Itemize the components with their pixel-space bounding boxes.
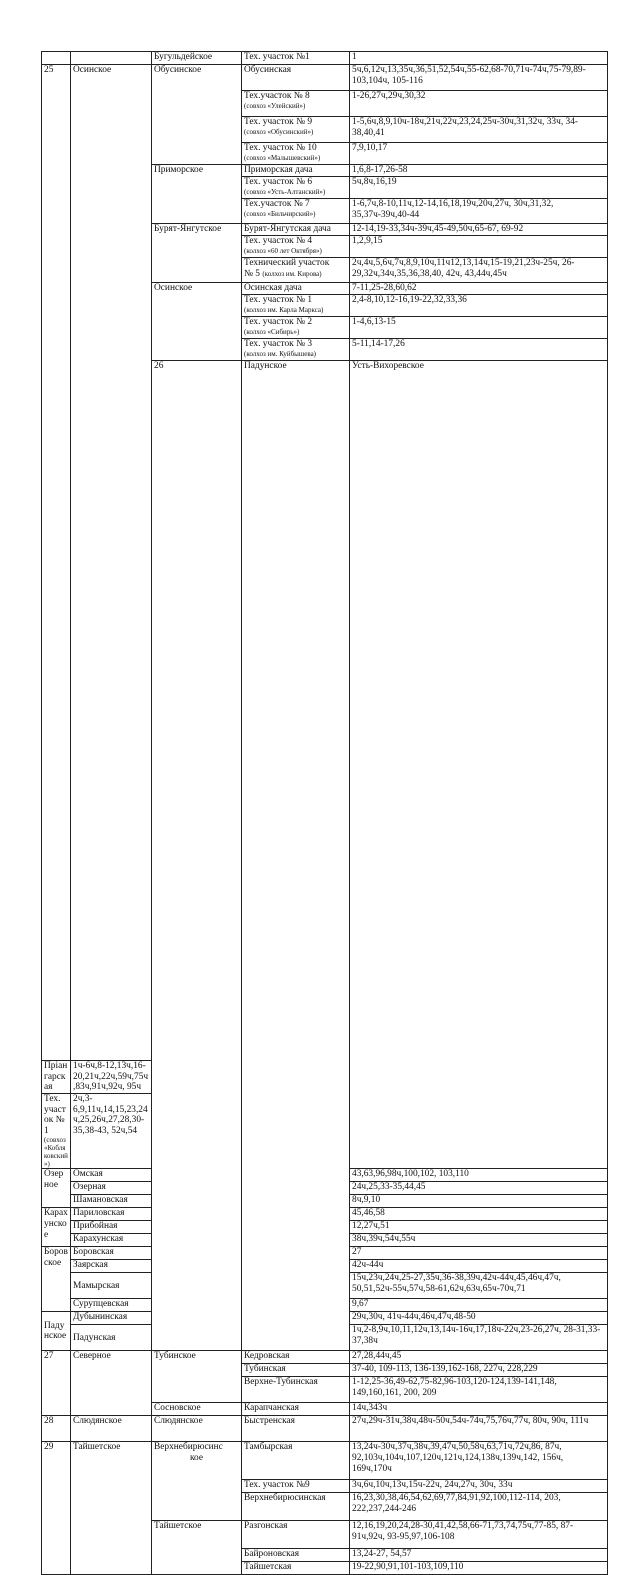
forest-unit-cell: [242, 295, 350, 317]
forest-unit-note: (совхоз «Усть-Алтанский»): [244, 187, 326, 196]
quarters-cell: 12,27ч,51: [350, 1221, 608, 1234]
quarters-cell: 1-5,6ч,8,9,10ч-18ч,21ч,22ч,23,24,25ч-30ч,31,32ч, 33ч, 34-38,40,41: [350, 117, 608, 143]
forest-unit-note: (колхоз им. Карла Маркса): [244, 305, 324, 314]
quarters-cell: 1,2,9,15: [350, 236, 608, 258]
quarters-cell: 2ч,3-6,9,11ч,14,15,23,24ч,25,26ч,27,28,30-35,38-43, 52ч,54: [71, 1093, 152, 1168]
forest-unit-cell: Верхне-Тубинская: [242, 1377, 350, 1403]
forest-unit-note: (совхоз «Улейский»): [244, 101, 306, 110]
row-number-cell: 26: [152, 361, 242, 1351]
table-row: [42, 65, 608, 91]
forest-unit-cell: Озерная: [71, 1182, 152, 1195]
municipality-cell: Тайшетское: [152, 1521, 242, 1575]
table-row: [42, 1416, 608, 1442]
forest-unit-cell: Париловская: [71, 1208, 152, 1221]
forest-unit-cell: Разгонская: [242, 1521, 350, 1549]
forest-unit-note: (совхоз «Обусинский»): [244, 127, 314, 136]
forest-unit-cell: Заярская: [71, 1260, 152, 1273]
row-number-cell: 28: [42, 1416, 71, 1442]
table-row: [42, 1351, 608, 1364]
forest-unit-name: Тех. участок № 2: [244, 317, 313, 327]
forest-quarters-table: [41, 51, 608, 1575]
forest-unit-cell: Омская: [71, 1169, 152, 1182]
municipality-cell: Приморское: [152, 165, 242, 224]
municipality-name-cont: кое: [189, 1452, 204, 1463]
forest-unit-cell: Обусинская: [242, 65, 350, 91]
forest-unit-cell: Бурят-Янгутская дача: [242, 224, 350, 236]
quarters-cell: 13,24-27, 54,57: [350, 1549, 608, 1562]
row-number-cell: 29: [42, 1442, 71, 1575]
forest-unit-cell: Карапчанская: [242, 1403, 350, 1416]
forest-unit-cell: [242, 177, 350, 199]
forest-unit-note: (совхоз «Бильчирский»): [244, 209, 316, 218]
quarters-cell: 8ч,9,10: [350, 1195, 608, 1208]
district-cell: Северное: [71, 1351, 152, 1416]
quarters-cell: 29ч,30ч, 41ч-44ч,46ч,47ч,48-50: [350, 1312, 608, 1325]
quarters-cell: 9,67: [350, 1299, 608, 1312]
forest-unit-cell: Байроновская: [242, 1549, 350, 1562]
quarters-cell: 1-6,7ч,8-10,11ч,12-14,16,18,19ч,20ч,27ч, 30ч,31,32, 35,37ч-39ч,40-44: [350, 199, 608, 224]
quarters-cell: 1ч,2-8,9ч,10,11,12ч,13,14ч-16ч,17,18ч-22ч,23-26,27ч, 28-31,33-37,38ч: [350, 1325, 608, 1351]
municipality-cell: Тубинское: [152, 1351, 242, 1403]
quarters-cell: 43,63,96,98ч,100,102, 103,110: [350, 1169, 608, 1182]
quarters-cell: 2ч,4ч,5,6ч,7ч,8,9,10ч,11ч12,13,14ч,15-19,21,23ч-25ч, 26-29,32ч,34ч,35,36,38,40, 42ч, 43,44ч,45ч: [350, 258, 608, 283]
district-cell: Слюдянское: [71, 1416, 152, 1442]
forest-unit-note: (колхоз им. Кирова): [262, 269, 322, 278]
quarters-cell: 1-26,27ч,29ч,30,32: [350, 91, 608, 117]
municipality-name: Верхнебирюсинс: [154, 1442, 223, 1453]
forest-unit-cell: [42, 1093, 71, 1168]
quarters-cell: 45,46,58: [350, 1208, 608, 1221]
quarters-cell: 12,16,19,20,24,28-30,41,42,58,66-71,73,74,75ч,77-85, 87-91ч,92ч, 93-95,97,106-108: [350, 1521, 608, 1549]
forest-unit-cell: Мамырская: [71, 1273, 152, 1299]
forest-unit-name: Тех. участок № 1: [44, 1093, 66, 1136]
row-number-cell: 27: [42, 1351, 71, 1416]
forest-unit-cell: Тамбырская: [242, 1442, 350, 1480]
district-cell: Осинское: [71, 65, 152, 1061]
quarters-cell: 7,9,10,17: [350, 143, 608, 165]
municipality-cell: Сосновское: [152, 1403, 242, 1416]
forest-unit-cell: Тех. участок №9: [242, 1480, 350, 1493]
forest-unit-cell: [242, 199, 350, 224]
quarters-cell: 1: [350, 52, 608, 65]
municipality-cell: Усть-Вихоревское: [350, 361, 608, 1169]
quarters-cell: 3ч,6ч,10ч,13ч,15ч-22ч, 24ч,27ч, 30ч, 33ч: [350, 1480, 608, 1493]
forest-unit-cell: Шамановская: [71, 1195, 152, 1208]
district-cell: [71, 52, 152, 65]
municipality-cell: Бурят-Янгутское: [152, 224, 242, 283]
forest-unit-note: (совхоз «Кобляковский»): [44, 1136, 68, 1169]
forest-unit-cell: Тубинская: [242, 1364, 350, 1377]
forest-unit-note: (колхоз «60 лет Октября»): [244, 246, 322, 255]
quarters-cell: 38ч,39ч,54ч,55ч: [350, 1234, 608, 1247]
quarters-cell: 5ч,8ч,16,19: [350, 177, 608, 199]
quarters-cell: 1-12,25-36,49-62,75-82,96-103,120-124,139-141,148, 149,160,161, 200, 209: [350, 1377, 608, 1403]
quarters-cell: 27ч,29ч-31ч,38ч,48ч-50ч,54ч-74ч,75,76ч,77ч, 80ч, 90ч, 111ч: [350, 1416, 608, 1442]
quarters-cell: 7-11,25-28,60,62: [350, 283, 608, 295]
quarters-cell: 2,4-8,10,12-16,19-22,32,33,36: [350, 295, 608, 317]
quarters-cell: 19-22,90,91,101-103,109,110: [350, 1562, 608, 1575]
municipality-cell: Карахунское: [42, 1208, 71, 1247]
forest-unit-cell: Верхнебирюсинская: [242, 1493, 350, 1521]
quarters-cell: 5ч,6,12ч,13,35ч,36,51,52,54ч,55-62,68-70,71ч-74ч,75-79,89-103,104ч, 105-116: [350, 65, 608, 91]
forest-unit-cell: Приморская дача: [242, 165, 350, 177]
quarters-cell: 24ч,25,33-35,44,45: [350, 1182, 608, 1195]
quarters-cell: 14ч,343ч: [350, 1403, 608, 1416]
row-number-cell: 25: [42, 65, 71, 1061]
quarters-cell: 42ч-44ч: [350, 1260, 608, 1273]
table-row: [42, 52, 608, 65]
municipality-cell: [152, 1442, 242, 1521]
forest-unit-cell: [242, 143, 350, 165]
municipality-cell: Озерное: [42, 1169, 71, 1208]
district-cell: Тайшетское: [71, 1442, 152, 1575]
quarters-cell: 16,23,30,38,46,54,62,69,77,84,91,92,100,112-114, 203, 222,237,244-246: [350, 1493, 608, 1521]
forest-unit-cell: Падунская: [71, 1325, 152, 1351]
municipality-cell: Бугульдейское: [152, 52, 242, 65]
district-cell: Падунское: [242, 361, 350, 1351]
forest-unit-name: Тех.участок № 7: [244, 199, 310, 209]
forest-unit-cell: Тайшетская: [242, 1562, 350, 1575]
quarters-cell: 12-14,19-33,34ч-39ч,45-49,50ч,65-67, 69-92: [350, 224, 608, 236]
quarters-cell: 1-4,6,13-15: [350, 317, 608, 339]
quarters-cell: 37-40, 109-113, 136-139,162-168, 227ч, 228,229: [350, 1364, 608, 1377]
quarters-cell: 1,6,8-17,26-58: [350, 165, 608, 177]
forest-unit-cell: Прiангарская: [42, 1061, 71, 1094]
quarters-cell: 15ч,23ч,24ч,25-27,35ч,36-38,39ч,42ч-44ч,45,46ч,47ч, 50,51,52ч-55ч,57ч,58-61,62ч,63ч,65ч-70ч,71: [350, 1273, 608, 1299]
row-number-cell: [42, 52, 71, 65]
forest-unit-cell: Осинская дача: [242, 283, 350, 295]
forest-unit-cell: [242, 339, 350, 361]
forest-unit-cell: [242, 236, 350, 258]
forest-unit-cell: Кедровская: [242, 1351, 350, 1364]
forest-unit-name: Тех. участок № 6: [244, 177, 313, 187]
forest-unit-cell: [242, 117, 350, 143]
table-row: [42, 1442, 608, 1480]
quarters-cell: 1ч-6ч,8-12,13ч,16-20,21ч,22ч,59ч,75ч,83ч,91ч,92ч, 95ч: [71, 1061, 152, 1094]
forest-unit-cell: Сурупцевская: [71, 1299, 152, 1312]
municipality-cell: Падунское: [42, 1312, 71, 1351]
document-page: [41, 51, 607, 1575]
forest-unit-cell: Тех. участок №1: [242, 52, 350, 65]
forest-unit-cell: [242, 91, 350, 117]
forest-unit-name: Технический участок: [244, 258, 330, 268]
forest-unit-name: Тех. участок № 1: [244, 295, 313, 305]
quarters-cell: 13,24ч-30ч,37ч,38ч,39,47ч,50,58ч,63,71ч,72ч,86, 87ч, 92,103ч,104ч,107,120ч,121ч,124,138ч,139ч,142, 156ч, 169ч,170ч: [350, 1442, 608, 1480]
forest-unit-cell: Дубынинская: [71, 1312, 152, 1325]
forest-unit-name: Тех. участок № 3: [244, 339, 313, 349]
municipality-cell: Слюдянское: [152, 1416, 242, 1442]
forest-unit-cell: Боровская: [71, 1247, 152, 1260]
municipality-cell: Боровское: [42, 1247, 71, 1312]
forest-unit-cell: [242, 258, 350, 283]
quarters-cell: 27: [350, 1247, 608, 1260]
municipality-cell: Обусинское: [152, 65, 242, 165]
forest-unit-note: (колхоз «Сибирь»): [244, 327, 300, 336]
forest-unit-note: (совхоз «Малышевский»): [244, 153, 321, 162]
forest-unit-name: Тех. участок № 9: [244, 117, 313, 127]
municipality-cell: Осинское: [152, 283, 242, 361]
forest-unit-name: Тех.участок № 8: [244, 91, 310, 101]
forest-unit-number: № 5 (колхоз им. Кирова): [244, 268, 322, 279]
forest-unit-cell: Прибойная: [71, 1221, 152, 1234]
quarters-cell: 27,28,44ч,45: [350, 1351, 608, 1364]
forest-unit-name: Тех. участок № 4: [244, 236, 313, 246]
forest-unit-cell: [242, 317, 350, 339]
forest-unit-name: Тех. участок № 10: [244, 143, 317, 153]
quarters-cell: 5-11,14-17,26: [350, 339, 608, 361]
forest-unit-cell: Карахунская: [71, 1234, 152, 1247]
forest-unit-note: (колхоз им. Куйбышева): [244, 349, 317, 358]
forest-unit-cell: Быстренская: [242, 1416, 350, 1442]
